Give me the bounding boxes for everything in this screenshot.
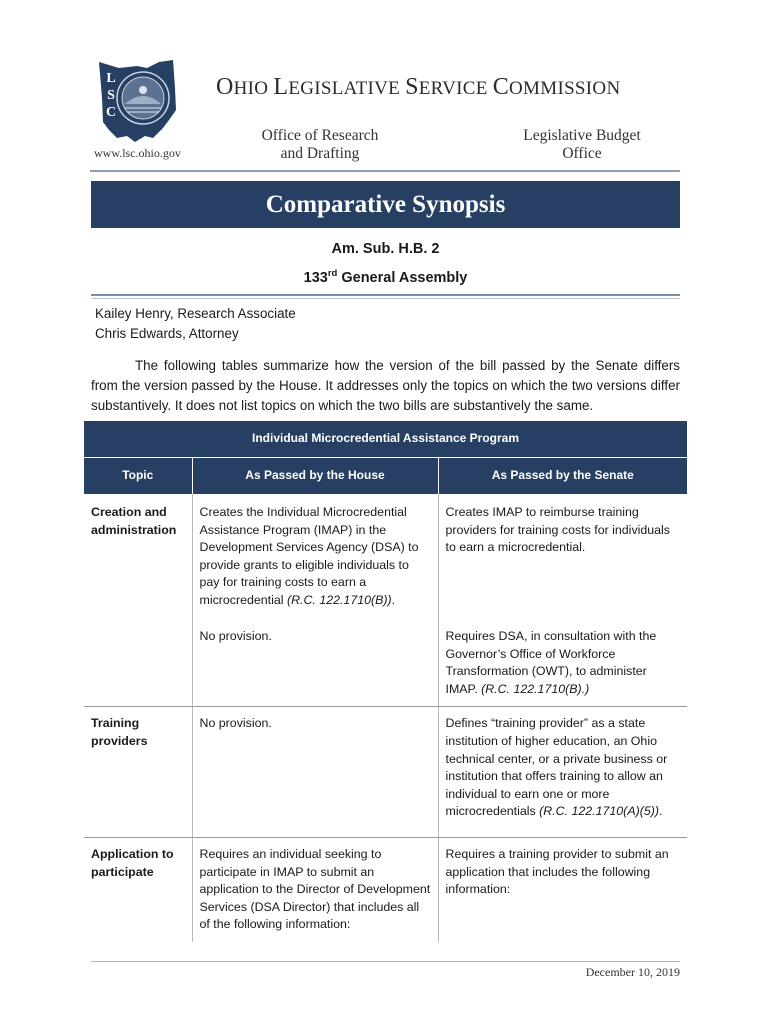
logo-letter-l: L — [106, 71, 116, 86]
title-divider — [91, 294, 680, 299]
senate-cell — [438, 707, 687, 838]
house-provision: Requires an individual seeking to participate in IMAP to submit an application to the Director of Development Services (DSA Director) that includes all of the following information: — [199, 846, 431, 932]
table-row — [84, 837, 687, 941]
office-research-drafting: Office of Research and Drafting — [261, 127, 379, 162]
house-provision: No provision. — [199, 716, 272, 731]
lsc-logo — [97, 58, 187, 144]
document-title: Comparative Synopsis — [265, 190, 506, 218]
table-caption: Individual Microcredential Assistance Program — [84, 421, 687, 457]
senate-provision: Requires a training provider to submit an application that includes the following information: — [445, 846, 669, 897]
header-divider — [90, 170, 680, 172]
house-provision: Creates the Individual Microcredential Assistance Program (IMAP) in the Development Services Agency (DSA) to provide grants to eligible individuals to pay for training costs to earn a microcredential (R.C. 122.1710(B)). — [199, 505, 419, 607]
topic-cell: Creation and administration — [84, 494, 192, 707]
header-topic: Topic — [84, 457, 192, 494]
house-cell — [192, 707, 438, 838]
logo-letter-s: S — [107, 88, 115, 103]
footer-date: December 10, 2019 — [585, 965, 680, 979]
table-row — [84, 707, 687, 838]
table-row — [84, 494, 687, 707]
house-cell — [192, 837, 438, 941]
title-banner — [91, 181, 680, 228]
house-cell — [192, 494, 438, 707]
house-provision: No provision. — [199, 628, 272, 643]
senate-provision: Defines “training provider” as a state institution of higher education, an Ohio technical center, or a private business or institution that offers training to allow an individual to earn one or more microcredentials (R.C. 122.1710(A)(5)). — [445, 716, 668, 819]
general-assembly: 133rd General Assembly — [303, 268, 468, 286]
senate-provision: Creates IMAP to reimburse training providers for training costs for individuals to earn a microcredential. — [445, 505, 671, 555]
bill-number: Am. Sub. H.B. 2 — [331, 241, 440, 257]
intro-paragraph: The following tables summarize how the version of the bill passed by the Senate differs from the version passed by the House. It addresses only the topics on which the two versions differ substantively. It does not list topics on which the two bills are substantively the same. — [91, 358, 680, 413]
office-legislative-budget: Legislative Budget Office — [523, 127, 641, 162]
topic-cell: Application to participate — [84, 837, 192, 941]
senate-cell — [438, 494, 687, 707]
org-title: OHIO LEGISLATIVE SERVICE COMMISSION — [216, 74, 621, 100]
authors — [95, 304, 296, 344]
senate-provision: Requires DSA, in consultation with the Governor’s Office of Workforce Transformation (OWT), to administer IMAP. (R.C. 122.1710(B).) — [445, 629, 657, 696]
header-senate: As Passed by the Senate — [438, 457, 687, 494]
website-url: www.lsc.ohio.gov — [94, 146, 181, 160]
author-line: Chris Edwards, Attorney — [95, 326, 239, 341]
header-house: As Passed by the House — [192, 457, 438, 494]
author-line: Kailey Henry, Research Associate — [95, 306, 296, 321]
topic-cell: Training providers — [84, 707, 192, 838]
senate-cell — [438, 837, 687, 941]
footer-divider — [91, 961, 680, 962]
comparison-table — [84, 421, 687, 942]
logo-letter-c: C — [105, 105, 117, 120]
